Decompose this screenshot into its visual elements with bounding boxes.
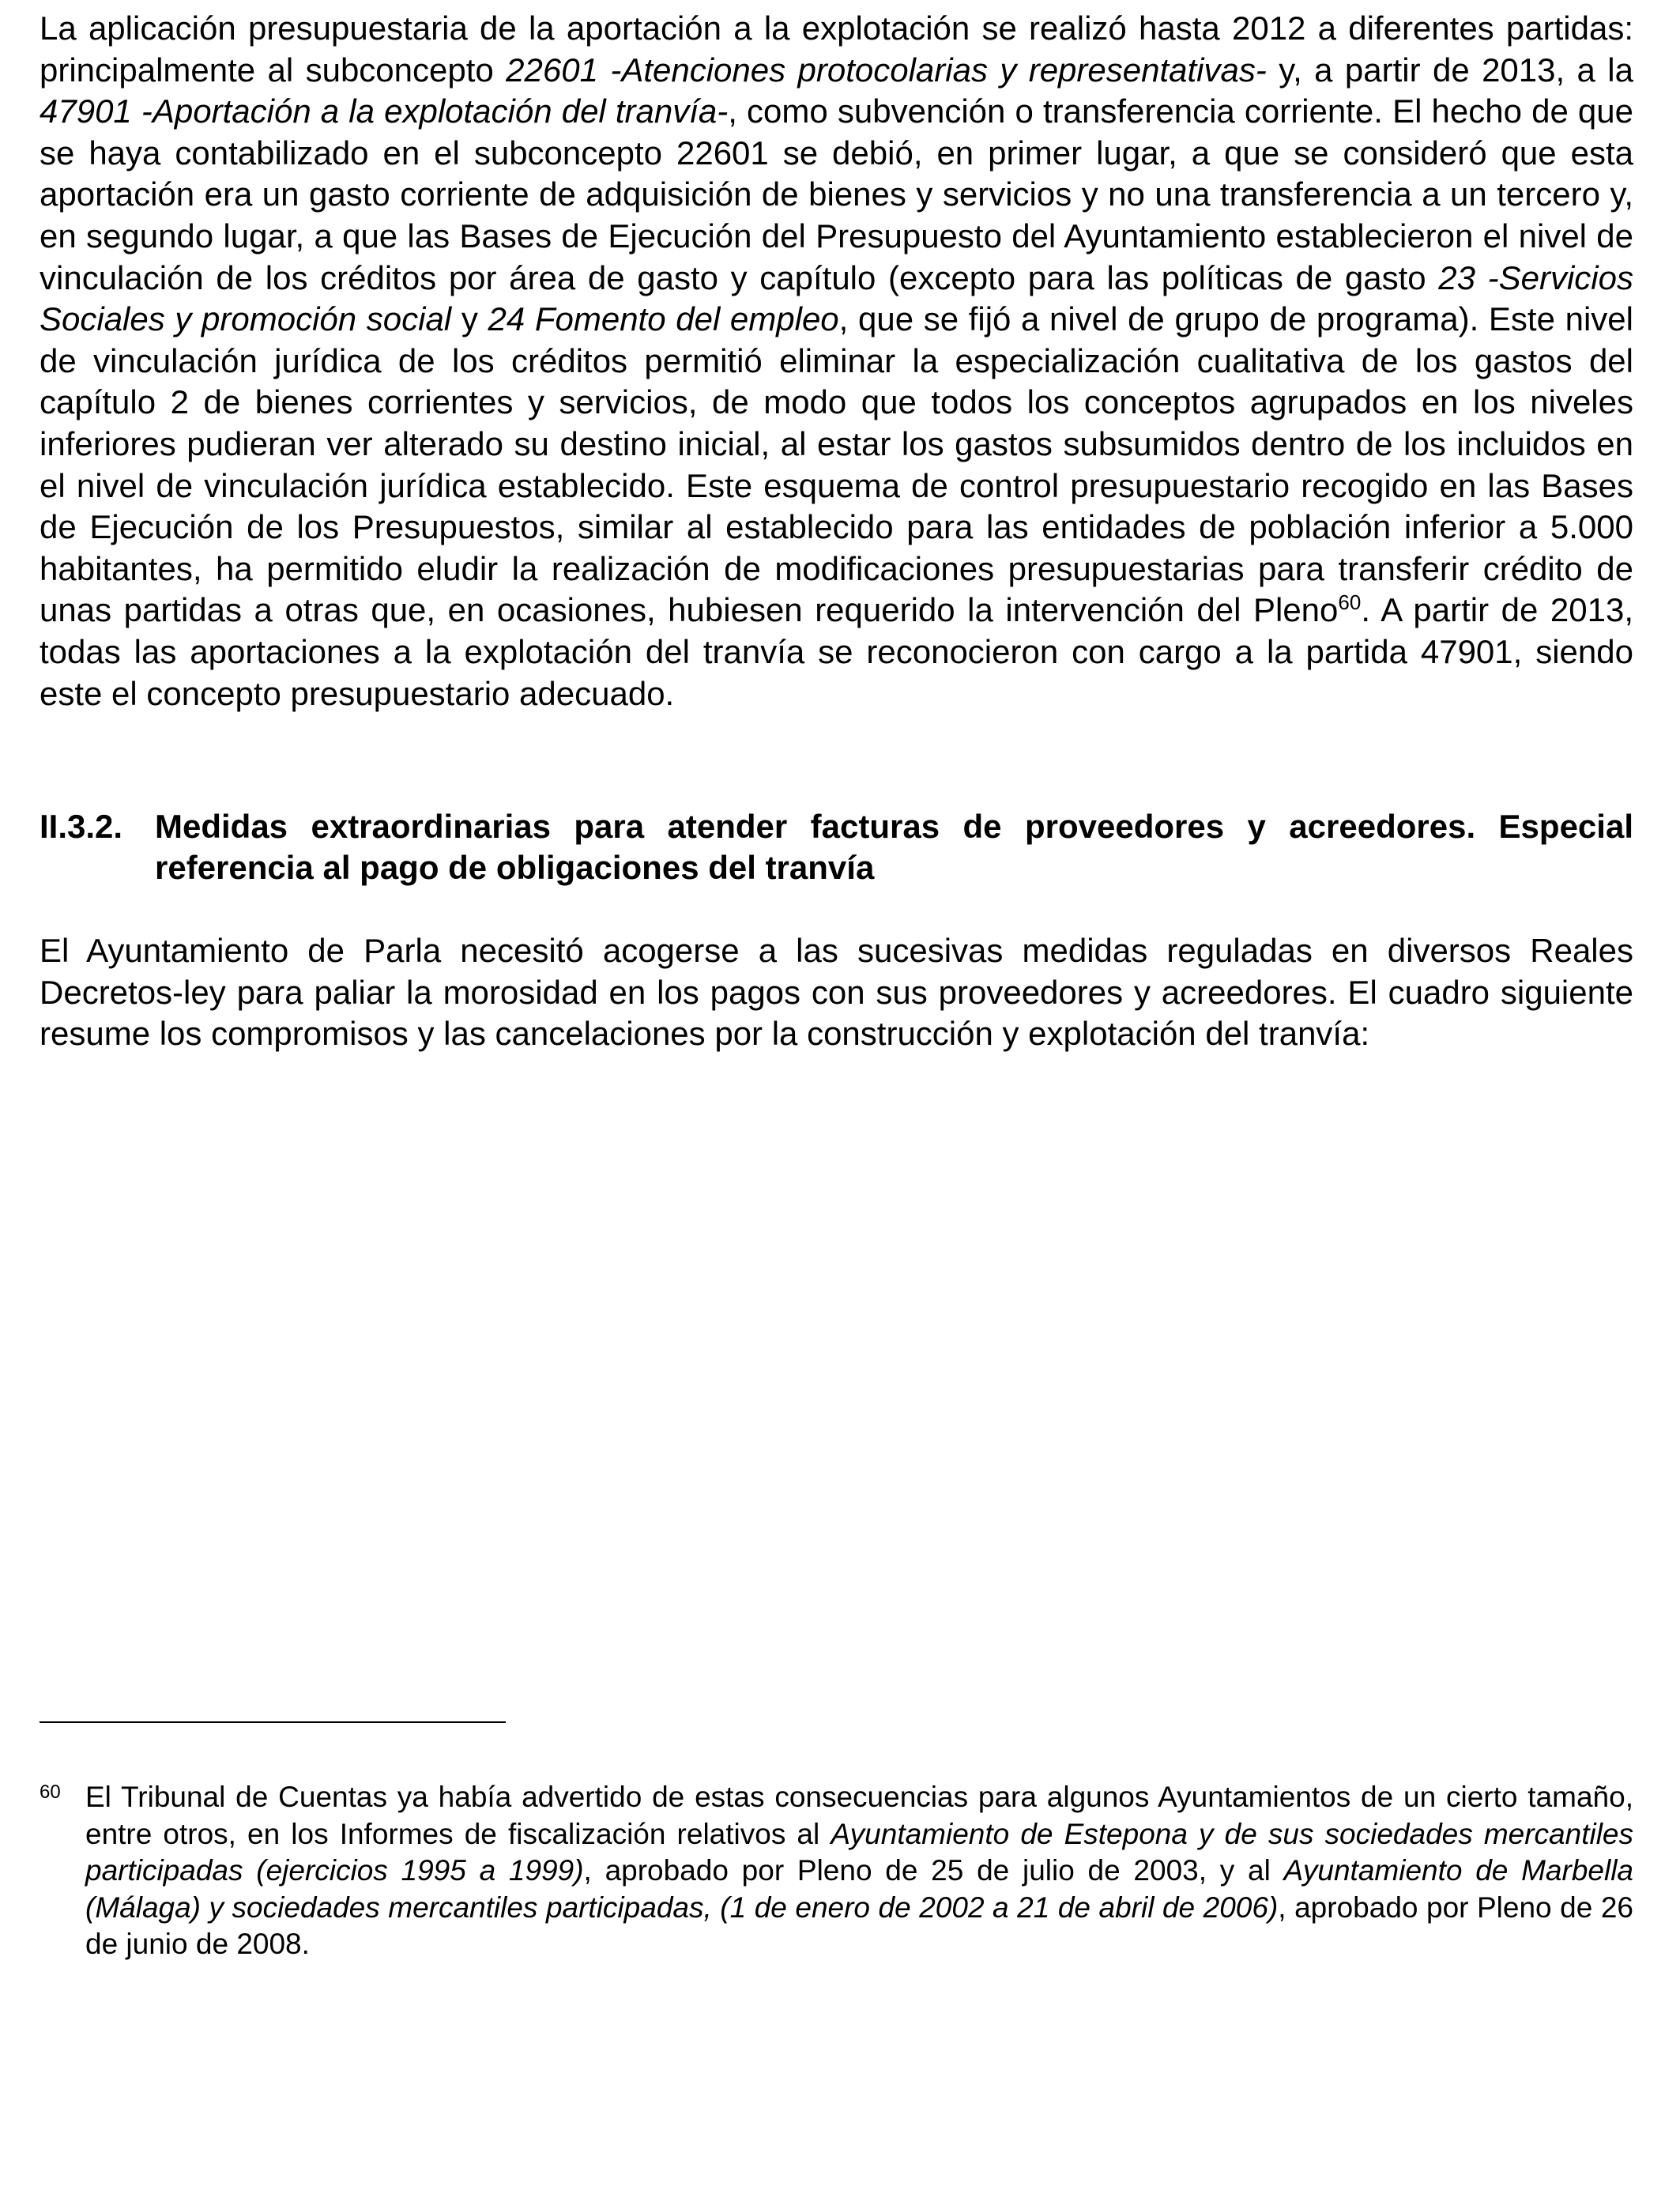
text-run: La aplicación presupuestaria de la aportación a la explotación se realizó hasta 2012 a diferentes partidas: principalmente al subconcepto — [40, 9, 1633, 89]
body-paragraph-budget-application — [40, 8, 1633, 714]
text-run-italic: 24 Fomento del empleo — [488, 300, 839, 338]
text-run-italic: 47901 -Aportación a la explotación del tranvía- — [40, 92, 729, 130]
text-run: . A partir de 2013, todas las aportaciones a la explotación del tranvía se reconocieron con cargo a la partida 47901, siendo este el concepto presupuestario adecuado. — [40, 591, 1633, 712]
text-run: , que se fijó a nivel de grupo de programa). Este nivel de vinculación jurídica de los créditos permitió eliminar la especialización cualitativa de los gastos del capítulo 2 de bienes corrientes y servicios, de modo que todos los conceptos agrupados en los niveles inferiores pudieran ver alterado su destino inicial, al estar los gastos subsumidos dentro de los incluidos en el nivel de vinculación jurídica establecido. Este esquema de control presupuestario recogido en las Bases de Ejecución de los Presupuestos, similar al establecido para las entidades de población inferior a 5.000 habitantes, ha permitido eludir la realización de modificaciones presupuestarias para transferir crédito de unas partidas a otras que, en ocasiones, hubiesen requerido la intervención del Pleno — [40, 300, 1633, 629]
text-run: El Tribunal de Cuentas ya había advertido de estas consecuencias para algunos Ayuntamientos de un cierto tamaño, entre otros, en los Informes de fiscalización relativos al — [85, 1781, 1633, 1850]
text-run: , aprobado por Pleno de 26 de junio de 2008. — [85, 1891, 1633, 1960]
footnote-mark: 60 — [40, 1781, 61, 1803]
text-run-italic: 22601 -Atenciones protocolarias y representativas- — [506, 51, 1267, 89]
text-run: , aprobado por Pleno de 25 de julio de 2003, y al — [583, 1854, 1284, 1887]
body-paragraph-extraordinary-measures — [40, 930, 1633, 1055]
text-run: y — [451, 300, 488, 338]
text-run: y, a partir de 2013, a la — [1266, 51, 1633, 89]
text-run: , como subvención o transferencia corriente. El hecho de que se haya contabilizado en el subconcepto 22601 se debió, en primer lugar, a que se consideró que esta aportación era un gasto corriente de adquisición de bienes y servicios y no una transferencia a un tercero y, en segundo lugar, a que las Bases de Ejecución del Presupuesto del Ayuntamiento establecieron el nivel de vinculación de los créditos por área de gasto y capítulo (excepto para las políticas de gasto — [40, 92, 1634, 296]
footnote-reference[interactable]: 60 — [1338, 590, 1362, 615]
footnote-separator — [40, 1721, 506, 1723]
footnote-60 — [40, 1779, 1633, 1963]
section-title: Medidas extraordinarias para atender facturas de proveedores y acreedores. Especial referencia al pago de obligaciones del tranvía — [155, 808, 1633, 886]
text-run-italic: 23 -Servicios Sociales y promoción social — [40, 258, 1633, 338]
section-heading — [40, 806, 1633, 888]
footnote-text — [85, 1779, 1633, 1963]
text-run-italic: Ayuntamiento de Estepona y de sus sociedades mercantiles participadas (ejercicios 1995 a 1999) — [85, 1817, 1633, 1887]
section-number: II.3.2. — [40, 808, 123, 845]
text-run-italic: Ayuntamiento de Marbella (Málaga) y sociedades mercantiles participadas, (1 de enero de 2002 a 21 de abril de 2006) — [85, 1854, 1634, 1924]
text-run: El Ayuntamiento de Parla necesitó acogerse a las sucesivas medidas reguladas en diversos Reales Decretos-ley para paliar la morosidad en los pagos con sus proveedores y acreedores. El cuadro siguiente resume los compromisos y las cancelaciones por la construcción y explotación del tranvía: — [40, 932, 1633, 1053]
